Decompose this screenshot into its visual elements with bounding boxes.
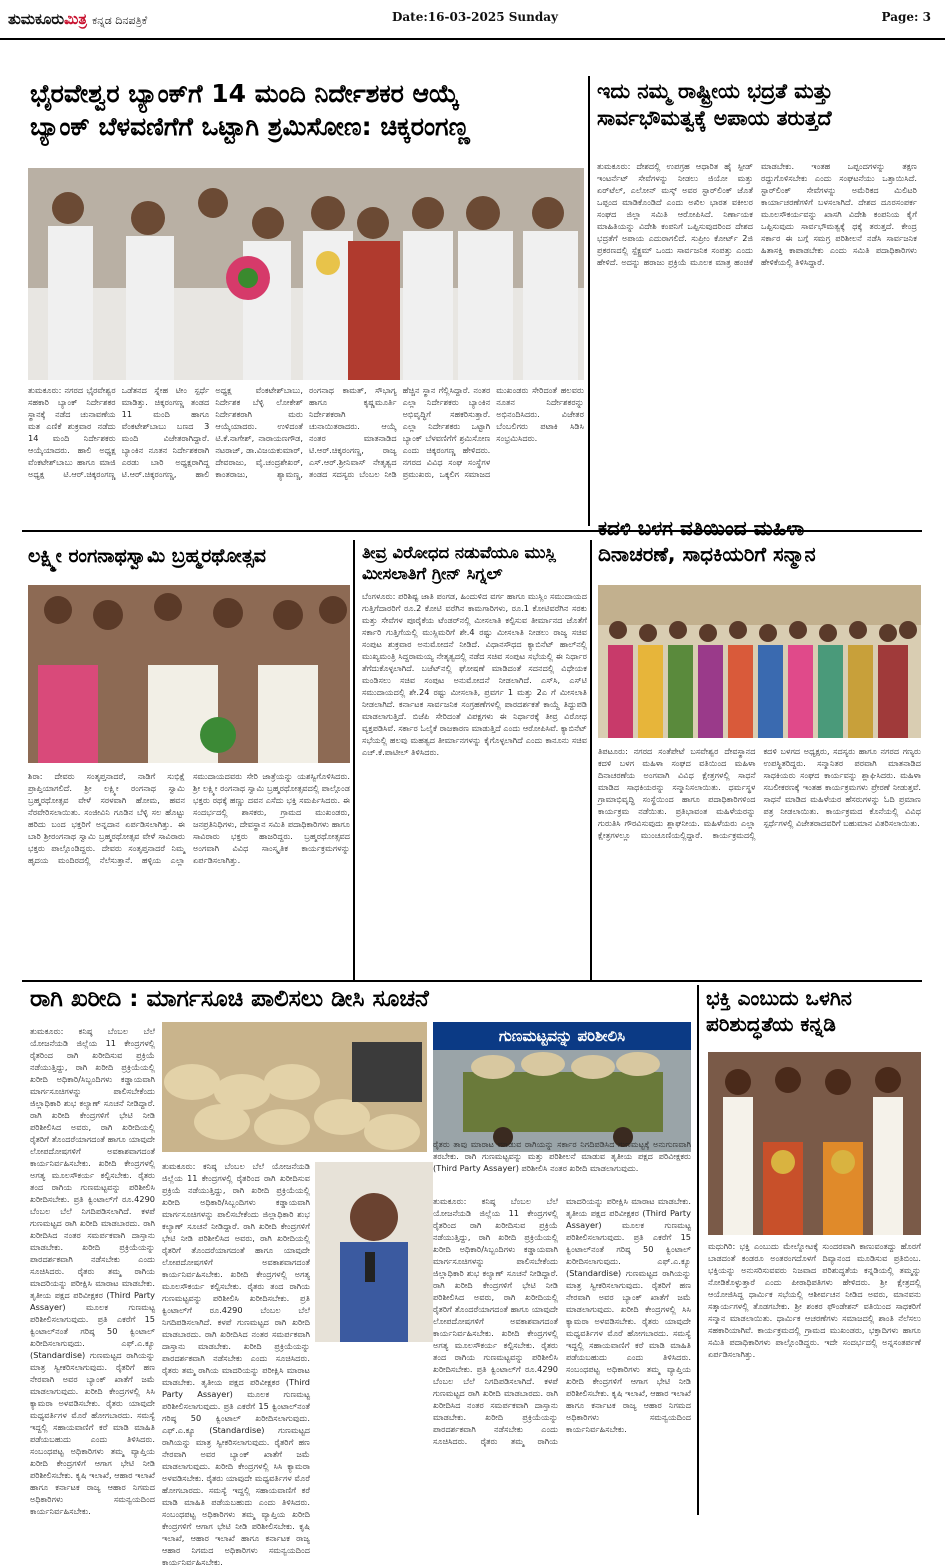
devotion-photo-graphic xyxy=(708,1052,921,1235)
bank-body: ತುಮಕೂರು: ನಗರದ ಭೈರವೇಶ್ವರ ಸಹಕಾರಿ ಬ್ಯಾಂಕ್ ನಿರ್ದೇಶಕರ ಸ್ಥಾನಕ್ಕೆ ನಡೆದ ಚುನಾವಣೆಯ ಮತ ಎಣಿಕೆ ಶುಕ್ರವಾರ ನಡೆದು 14 ಮಂದಿ ನಿರ್ದೇಶಕರು ಆಯ್ಕೆಯಾದರು. ಹಾಲಿ ಅಧ್ಯಕ್ಷ ವೆಂಕಟೇಶ್‌ಬಾಬು ಹಾಗೂ ಮಾಜಿ ಅಧ್ಯಕ್ಷ ಟಿ.ಆರ್.ಚಿಕ್ಕರಂಗಣ್ಣ ಒಡೆತನದ ಸ್ನೇಹ ಟೀಂ ಸ್ಪರ್ಧೆ ಮಾಡಿತ್ತು. ಚಿಕ್ಕರಂಗಣ್ಣ ತಂಡದ 11 ಮಂದಿ ಹಾಗೂ ವೆಂಕಟೇಶ್‌ಬಾಬು ಬಣದ 3 ಮಂದಿ ವಿಜೇತರಾಗಿದ್ದಾರೆ. ಬ್ಯಾಂಕಿನ ನೂತನ ನಿರ್ದೇಶಕರಾಗಿ ಎರಡು ಬಾರಿ ಅಧ್ಯಕ್ಷರಾಗಿದ್ದ ಟಿ.ಆರ್.ಚಿಕ್ಕರಂಗಣ್ಣ, ಹಾಲಿ ಅಧ್ಯಕ್ಷ ವೆಂಕಟೇಶ್‌ಬಾಬು, ನಿರ್ದೇಶಕ ಬೆಳ್ಳಿ ಲೋಕೇಶ್ ನಿರ್ದೇಶಕರಾಗಿ ಮರು ಆಯ್ಕೆಯಾದರು. ಉಳಿದಂತೆ ಟಿ.ಕೆ.ನಾಗೇಶ್, ನಾರಾಯಣಗೌಡ, ನಟರಾಜ್, ಡಾ.ವಿಜಯಕುಮಾರ್, ದೇವರಾಜು, ವೈ.ಚಂದ್ರಶೇಖರ್, ಕಾಂತರಾಜು, ಶ್ಯಾಮಣ್ಣ, ರಂಗನಾಥ ಕಾಮತ್, ಸೌಭಾಗ್ಯ ಹಾಗೂ ಕೃಷ್ಣಮೂರ್ತಿ ನಿರ್ದೇಶಕರಾಗಿ ಚುನಾಯಿತರಾದರು. ಆಯ್ಕೆ ನಂತರ ಮಾತನಾಡಿದ ಟಿ.ಆರ್.ಚಿಕ್ಕರಂಗಣ್ಣ, ರಾಜ್ಯ ಎಸ್.ಆರ್.ಶ್ರೀನಿವಾಸ್ ನೇತೃತ್ವದ ತಂಡದ ಸದಸ್ಯರು ಬೆಂಬಲ ನೀಡಿ ಹೆಚ್ಚಿನ ಸ್ಥಾನ ಗೆಲ್ಲಿಸಿದ್ದಾರೆ. ನಂತರ ಎಲ್ಲಾ ನಿರ್ದೇಶಕರು ಬ್ಯಾಂಕಿನ ಅಭಿವೃದ್ಧಿಗೆ ಸಹಕರಿಸುತ್ತಾರೆ. ಎಲ್ಲಾ ನಿರ್ದೇಶಕರು ಒಟ್ಟಾಗಿ ಬ್ಯಾಂಕ್ ಬೆಳವಣಿಗೆಗೆ ಶ್ರಮಿಸೋಣ ಎಂದು ಚಿಕ್ಕರಂಗಣ್ಣ ಹೇಳಿದರು. ನಗರದ ವಿವಿಧ ಸಂಘ ಸಂಸ್ಥೆಗಳ ಪ್ರಮುಖರು, ಒಕ್ಕಲಿಗ ಸಮಾಜದ ಮುಖಂಡರು ಸೇರಿದಂತೆ ಹಲವರು ನೂತನ ನಿರ್ದೇಶಕರನ್ನು ಅಭಿನಂದಿಸಿದರು. ವಿಜೇತರ ಬೆಂಬಲಿಗರು ಪಟಾಕಿ ಸಿಡಿಸಿ ಸಂಭ್ರಮಿಸಿದರು. xyxy=(28,385,584,479)
ragi-box-title: ಗುಣಮಟ್ಟವನ್ನು ಪರಿಶೀಲಿಸಿ xyxy=(433,1022,691,1050)
womens-day-photo xyxy=(598,585,921,738)
ragi-sacks-photo xyxy=(162,1022,427,1152)
security-body: ತುಮಕೂರು: ದೇಶದಲ್ಲಿ ಉಪಗ್ರಹ ಆಧಾರಿತ ಹೈ ಸ್ಪೀಡ್ ಇಂಟರ್ನೆಟ್ ಸೇವೆಗಳನ್ನು ನೀಡಲು ಜಿಯೋ ಮತ್ತು ಏರ್‌ಟೆಲ್, ಎಲೋನ್ ಮಸ್ಕ್ ಅವರ ಸ್ಟಾರ್‌ಲಿಂಕ್ ಜೊತೆ ಒಪ್ಪಂದ ಮಾಡಿಕೊಂಡಿದೆ ಎಂದು ಅಖಿಲ ಭಾರತ ವಕೀಲರ ಸಂಘದ ಜಿಲ್ಲಾ ಸಮಿತಿ ಆರೋಪಿಸಿದೆ. ನಿರ್ಣಾಯಕ ಮಾಹಿತಿಯನ್ನು ವಿದೇಶಿ ಕಂಪನಿಗೆ ಒಪ್ಪಿಸುವುದರಿಂದ ದೇಶದ ಭದ್ರತೆಗೆ ಅಪಾಯ ಎದುರಾಗಲಿದೆ. ಸುಪ್ರೀಂ ಕೋರ್ಟ್ 2ಜಿ ಪ್ರಕರಣದಲ್ಲಿ ಸ್ಪೆಕ್ಟ್ರಮ್ ಒಂದು ಸಾರ್ವಜನಿಕ ಸಂಪತ್ತು ಎಂದು ಹೇಳಿದೆ. ಅದನ್ನು ಹರಾಜು ಪ್ರಕ್ರಿಯೆ ಮೂಲಕ ಮಾತ್ರ ಹಂಚಿಕೆ ಮಾಡಬೇಕು. ಇಂತಹ ಒಪ್ಪಂದಗಳನ್ನು ತಕ್ಷಣ ರದ್ದುಗೊಳಿಸಬೇಕು ಎಂದು ಸಂಘಟನೆಯು ಒತ್ತಾಯಿಸಿದೆ. ಸ್ಟಾರ್‌ಲಿಂಕ್ ಸೇವೆಗಳನ್ನು ಅಮೆರಿಕದ ಮಿಲಿಟರಿ ಕಾರ್ಯಾಚರಣೆಗಳಿಗೆ ಬಳಸಲಾಗಿದೆ. ದೇಶದ ದೂರಸಂಪರ್ಕ ಮೂಲಸೌಕರ್ಯವನ್ನು ಖಾಸಗಿ ವಿದೇಶಿ ಕಂಪನಿಯ ಕೈಗೆ ಒಪ್ಪಿಸುವುದು ಸಾರ್ವಭೌಮತ್ವಕ್ಕೆ ಧಕ್ಕೆ ತರುತ್ತದೆ. ಕೇಂದ್ರ ಸರ್ಕಾರ ಈ ಬಗ್ಗೆ ಸಮಗ್ರ ಪರಿಶೀಲನೆ ನಡೆಸಿ ಸಾರ್ವಜನಿಕ ಹಿತಾಸಕ್ತಿ ಕಾಪಾಡಬೇಕು ಎಂದು ಸಮಿತಿ ಪದಾಧಿಕಾರಿಗಳು ಹೇಳಿಕೆಯಲ್ಲಿ ತಿಳಿಸಿದ್ದಾರೆ. xyxy=(597,161,917,267)
bank-headline xyxy=(30,78,585,143)
ragi-body: ತುಮಕೂರು: ಕನಿಷ್ಠ ಬೆಂಬಲ ಬೆಲೆ ಯೋಜನೆಯಡಿ ಜಿಲ್ಲೆಯ 11 ಕೇಂದ್ರಗಳಲ್ಲಿ ರೈತರಿಂದ ರಾಗಿ ಖರೀದಿಸುವ ಪ್ರಕ್ರಿಯೆ ನಡೆಯುತ್ತಿದ್ದು, ರಾಗಿ ಖರೀದಿ ಪ್ರಕ್ರಿಯೆಯಲ್ಲಿ ಖರೀದಿ ಅಧಿಕಾರಿ/ಸಿಬ್ಬಂದಿಗಳು ಕಡ್ಡಾಯವಾಗಿ ಮಾರ್ಗಸೂಚಿಗಳನ್ನು ಪಾಲಿಸಬೇಕೆಂದು ಜಿಲ್ಲಾಧಿಕಾರಿ ಶುಭ ಕಲ್ಯಾಣ್ ಸೂಚನೆ ನೀಡಿದ್ದಾರೆ. ರಾಗಿ ಖರೀದಿ ಕೇಂದ್ರಗಳಿಗೆ ಭೇಟಿ ನೀಡಿ ಪರಿಶೀಲಿಸಿದ ಅವರು, ರಾಗಿ ಖರೀದಿಯಲ್ಲಿ ರೈತರಿಗೆ ತೊಂದರೆಯಾಗದಂತೆ ಹಾಗೂ ಯಾವುದೇ ಲೋಪದೋಷಗಳಿಗೆ ಅವಕಾಶವಾಗದಂತೆ ಕಾರ್ಯನಿರ್ವಹಿಸಬೇಕು. ಖರೀದಿ ಕೇಂದ್ರಗಳಲ್ಲಿ ಅಗತ್ಯ ಮೂಲಸೌಕರ್ಯ ಕಲ್ಪಿಸಬೇಕು. ರೈತರು ತಂದ ರಾಗಿಯ ಗುಣಮಟ್ಟವನ್ನು ಪರಿಶೀಲಿಸಿ ಖರೀದಿಸಬೇಕು. ಪ್ರತಿ ಕ್ವಿಂಟಾಲ್‌ಗೆ ರೂ.4290 ಬೆಂಬಲ ಬೆಲೆ ನಿಗದಿಪಡಿಸಲಾಗಿದೆ. ಕಳಪೆ ಗುಣಮಟ್ಟದ ರಾಗಿ ಖರೀದಿ ಮಾಡಬಾರದು. ರಾಗಿ ಖರೀದಿಸಿದ ನಂತರ ಸಮರ್ಪಕವಾಗಿ ದಾಸ್ತಾನು ಮಾಡಬೇಕು. ಖರೀದಿ ಪ್ರಕ್ರಿಯೆಯನ್ನು ಪಾರದರ್ಶಕವಾಗಿ ನಡೆಸಬೇಕು ಎಂದು ಸೂಚಿಸಿದರು. ರೈತರು ತಮ್ಮ ರಾಗಿಯ ಮಾದರಿಯನ್ನು ಪರೀಕ್ಷಿಸಿ ಮಾರಾಟ ಮಾಡಬೇಕು. ತೃತೀಯ ಪಕ್ಷದ ಪರಿವೀಕ್ಷಕರ (Third Party Assayer) ಮೂಲಕ ಗುಣಮಟ್ಟ ಪರಿಶೀಲಿಸಲಾಗುವುದು. ಪ್ರತಿ ಎಕರೆಗೆ 15 ಕ್ವಿಂಟಾಲ್‌ನಂತೆ ಗರಿಷ್ಠ 50 ಕ್ವಿಂಟಾಲ್ ಖರೀದಿಸಲಾಗುವುದು. ಎಫ್.ಎ.ಕ್ಯೂ (Standardise) ಗುಣಮಟ್ಟದ ರಾಗಿಯನ್ನು ಮಾತ್ರ ಸ್ವೀಕರಿಸಲಾಗುವುದು. ರೈತರಿಗೆ ಹಣ ನೇರವಾಗಿ ಅವರ ಬ್ಯಾಂಕ್ ಖಾತೆಗೆ ಜಮೆ ಮಾಡಲಾಗುವುದು. ಖರೀದಿ ಕೇಂದ್ರಗಳಲ್ಲಿ ಸಿಸಿ ಕ್ಯಾಮರಾ ಅಳವಡಿಸಬೇಕು. ರೈತರು ಯಾವುದೇ ಮಧ್ಯವರ್ತಿಗಳ ಮೊರೆ ಹೋಗಬಾರದು. ಸಮಸ್ಯೆ ಇದ್ದಲ್ಲಿ ಸಹಾಯವಾಣಿಗೆ ಕರೆ ಮಾಡಿ ಮಾಹಿತಿ ಪಡೆಯಬಹುದು ಎಂದು ತಿಳಿಸಿದರು. ಸಂಬಂಧಪಟ್ಟ ಅಧಿಕಾರಿಗಳು ತಮ್ಮ ವ್ಯಾಪ್ತಿಯ ಖರೀದಿ ಕೇಂದ್ರಗಳಿಗೆ ಆಗಾಗ ಭೇಟಿ ನೀಡಿ ಪರಿಶೀಲಿಸಬೇಕು. ಕೃಷಿ ಇಲಾಖೆ, ಆಹಾರ ಇಲಾಖೆ ಹಾಗೂ ಕರ್ನಾಟಕ ರಾಜ್ಯ ಆಹಾರ ನಿಗಮದ ಅಧಿಕಾರಿಗಳು ಸಮನ್ವಯದಿಂದ ಕಾರ್ಯನಿರ್ವಹಿಸಬೇಕು. xyxy=(30,1026,155,1516)
womens-day-photo-graphic xyxy=(598,585,921,738)
newspaper-tagline: ಕನ್ನಡ ದಿನಪತ್ರಿಕೆ xyxy=(92,14,148,27)
green-signal-body: ಬೆಂಗಳೂರು: ಪರಿಶಿಷ್ಟ ಜಾತಿ ಪಂಗಡ, ಹಿಂದುಳಿದ ವರ್ಗ ಹಾಗೂ ಮುಸ್ಲಿಂ ಸಮುದಾಯದ ಗುತ್ತಿಗೆದಾರರಿಗೆ ರೂ.2 ಕೋಟಿ ವರೆಗಿನ ಕಾಮಗಾರಿಗಳು, ರೂ.1 ಕೋಟಿವರೆಗಿನ ಸರಕು ಮತ್ತು ಸೇವೆಗಳ ಪೂರೈಕೆಯ ಟೆಂಡರ್‌ನಲ್ಲಿ ಮೀಸಲಾತಿ ಕಲ್ಪಿಸುವ ತೀರ್ಮಾನದ ಜೊತೆಗೆ ಸರ್ಕಾರಿ ಗುತ್ತಿಗೆಯಲ್ಲಿ ಮುಸ್ಲಿಮರಿಗೆ ಶೇ.4 ರಷ್ಟು ಮೀಸಲಾತಿ ನೀಡಲು ರಾಜ್ಯ ಸಚಿವ ಸಂಪುಟ ಶುಕ್ರವಾರ ಅನುಮೋದನೆ ನೀಡಿದೆ. ವಿಧಾನಸೌಧದ ಕ್ಯಾಬಿನೆಟ್ ಹಾಲ್‌ನಲ್ಲಿ ಮುಖ್ಯಮಂತ್ರಿ ಸಿದ್ದರಾಮಯ್ಯ ನೇತೃತ್ವದಲ್ಲಿ ನಡೆದ ಸಚಿವ ಸಂಪುಟ ಸಭೆಯಲ್ಲಿ ಈ ನಿರ್ಧಾರ ತೆಗೆದುಕೊಳ್ಳಲಾಗಿದೆ. ಬಜೆಟ್‌ನಲ್ಲಿ ಘೋಷಣೆ ಮಾಡಿದಂತೆ ಸದನದಲ್ಲಿ ವಿಧೇಯಕ ಮಂಡಿಸಲು ಸಚಿವ ಸಂಪುಟ ಅನುಮೋದನೆ ನೀಡಲಾಗಿದೆ. ಎಸ್‌ಸಿ, ಎಸ್‌ಟಿ ಸಮುದಾಯದಲ್ಲಿ ಶೇ.24 ರಷ್ಟು ಮೀಸಲಾತಿ, ಪ್ರವರ್ಗ 1 ಮತ್ತು 2ಎ ಗೆ ಮೀಸಲಾತಿ ನೀಡಲಾಗಿದೆ. ಕರ್ನಾಟಕ ಸಾರ್ವಜನಿಕ ಸಂಗ್ರಹಣೆಗಳಲ್ಲಿ ಪಾರದರ್ಶಕತೆ ಕಾಯ್ದೆ ತಿದ್ದುಪಡಿ ಮಾಡಲಾಗುತ್ತಿದೆ. ಬಿಜೆಪಿ ಸೇರಿದಂತೆ ವಿಪಕ್ಷಗಳು ಈ ನಿರ್ಧಾರಕ್ಕೆ ತೀವ್ರ ವಿರೋಧ ವ್ಯಕ್ತಪಡಿಸಿವೆ. ಸರ್ಕಾರ ಓಲೈಕೆ ರಾಜಕಾರಣ ಮಾಡುತ್ತಿದೆ ಎಂದು ಆರೋಪಿಸಿವೆ. ಕ್ಯಾಬಿನೆಟ್ ಸಭೆಯಲ್ಲಿ ಹಲವು ಮಹತ್ವದ ತೀರ್ಮಾನಗಳನ್ನು ಕೈಗೊಳ್ಳಲಾಗಿದೆ ಎಂದು ಕಾನೂನು ಸಚಿವ ಎಚ್.ಕೆ.ಪಾಟೀಲ್ ತಿಳಿಸಿದರು. xyxy=(362,591,587,757)
womens-day-body: ತಿಪಟೂರು: ನಗರದ ಸಂತೆಪೇಟೆ ಬಸವೇಶ್ವರ ದೇವಸ್ಥಾನದ ಕದಳಿ ಬಳಗ ಮಹಿಳಾ ಸಂಘದ ವತಿಯಿಂದ ಮಹಿಳಾ ದಿನಾಚರಣೆಯ ಅಂಗವಾಗಿ ವಿವಿಧ ಕ್ಷೇತ್ರಗಳಲ್ಲಿ ಸಾಧನೆ ಮಾಡಿದ ಸಾಧಕಿಯರನ್ನು ಸನ್ಮಾನಿಸಲಾಯಿತು. ಧರ್ಮಸ್ಥಳ ಗ್ರಾಮಾಭಿವೃದ್ಧಿ ಸಂಸ್ಥೆಯಿಂದ ಹಾಗೂ ಪದಾಧಿಕಾರಿಗಳಿಂದ ಕಾರ್ಯಕ್ರಮ ನಡೆಯಿತು. ಪ್ರತಿಭಾವಂತ ಮಹಿಳೆಯರನ್ನು ಗುರುತಿಸಿ ಗೌರವಿಸುವುದು ಶ್ಲಾಘನೀಯ. ಮಹಿಳೆಯರು ಎಲ್ಲಾ ಕ್ಷೇತ್ರಗಳಲ್ಲೂ ಮುಂಚೂಣಿಯಲ್ಲಿದ್ದಾರೆ. ಕಾರ್ಯಕ್ರಮದಲ್ಲಿ ಕದಳಿ ಬಳಗದ ಅಧ್ಯಕ್ಷರು, ಸದಸ್ಯರು ಹಾಗೂ ನಗರದ ಗಣ್ಯರು ಉಪಸ್ಥಿತರಿದ್ದರು. ಸನ್ಮಾನಿತರ ಪರವಾಗಿ ಮಾತನಾಡಿದ ಸಾಧಕಿಯರು ಸಂಘದ ಕಾರ್ಯವನ್ನು ಶ್ಲಾಘಿಸಿದರು. ಮಹಿಳಾ ಸಬಲೀಕರಣಕ್ಕೆ ಇಂತಹ ಕಾರ್ಯಕ್ರಮಗಳು ಪ್ರೇರಣೆ ನೀಡುತ್ತವೆ. ಸಾಧನೆ ಮಾಡಿದ ಮಹಿಳೆಯರ ಹೆಸರುಗಳನ್ನು ಓದಿ ಪ್ರಮಾಣ ಪತ್ರ ನೀಡಲಾಯಿತು. ಕಾರ್ಯಕ್ರಮದ ಕೊನೆಯಲ್ಲಿ ವಿವಿಧ ಸ್ಪರ್ಧೆಗಳಲ್ಲಿ ವಿಜೇತರಾದವರಿಗೆ ಬಹುಮಾನ ವಿತರಿಸಲಾಯಿತು. xyxy=(598,746,921,840)
womens-day-headline-line1: ಕದಳಿ ಬಳಗ ವತಿಯಿಂದ ಮಹಿಳಾ xyxy=(598,516,805,540)
ragi-headline: ರಾಗಿ ಖರೀದಿ : ಮಾರ್ಗಸೂಚಿ ಪಾಲಿಸಲು ಡೀಸಿ ಸೂಚನೆ xyxy=(30,986,429,1012)
ragi-sacks-photo-graphic xyxy=(162,1022,427,1152)
bank-photo xyxy=(28,168,584,380)
devotion-headline-line2: ಪರಿಶುದ್ಧತೆಯ ಕನ್ನಡಿ xyxy=(706,1012,836,1036)
newspaper-name xyxy=(8,10,147,28)
page-number: Page: 3 xyxy=(881,10,931,24)
security-headline-line2: ಸಾರ್ವಭೌಮತ್ವಕ್ಕೆ ಅಪಾಯ ತರುತ್ತದೆ xyxy=(597,105,832,130)
devotion-headline xyxy=(706,985,924,1037)
section-divider xyxy=(22,980,922,982)
ragi-body-more: ತುಮಕೂರು: ಕನಿಷ್ಠ ಬೆಂಬಲ ಬೆಲೆ ಯೋಜನೆಯಡಿ ಜಿಲ್ಲೆಯ 11 ಕೇಂದ್ರಗಳಲ್ಲಿ ರೈತರಿಂದ ರಾಗಿ ಖರೀದಿಸುವ ಪ್ರಕ್ರಿಯೆ ನಡೆಯುತ್ತಿದ್ದು, ರಾಗಿ ಖರೀದಿ ಪ್ರಕ್ರಿಯೆಯಲ್ಲಿ ಖರೀದಿ ಅಧಿಕಾರಿ/ಸಿಬ್ಬಂದಿಗಳು ಕಡ್ಡಾಯವಾಗಿ ಮಾರ್ಗಸೂಚಿಗಳನ್ನು ಪಾಲಿಸಬೇಕೆಂದು ಜಿಲ್ಲಾಧಿಕಾರಿ ಶುಭ ಕಲ್ಯಾಣ್ ಸೂಚನೆ ನೀಡಿದ್ದಾರೆ. ರಾಗಿ ಖರೀದಿ ಕೇಂದ್ರಗಳಿಗೆ ಭೇಟಿ ನೀಡಿ ಪರಿಶೀಲಿಸಿದ ಅವರು, ರಾಗಿ ಖರೀದಿಯಲ್ಲಿ ರೈತರಿಗೆ ತೊಂದರೆಯಾಗದಂತೆ ಹಾಗೂ ಯಾವುದೇ ಲೋಪದೋಷಗಳಿಗೆ ಅವಕಾಶವಾಗದಂತೆ ಕಾರ್ಯನಿರ್ವಹಿಸಬೇಕು. ಖರೀದಿ ಕೇಂದ್ರಗಳಲ್ಲಿ ಅಗತ್ಯ ಮೂಲಸೌಕರ್ಯ ಕಲ್ಪಿಸಬೇಕು. ರೈತರು ತಂದ ರಾಗಿಯ ಗುಣಮಟ್ಟವನ್ನು ಪರಿಶೀಲಿಸಿ ಖರೀದಿಸಬೇಕು. ಪ್ರತಿ ಕ್ವಿಂಟಾಲ್‌ಗೆ ರೂ.4290 ಬೆಂಬಲ ಬೆಲೆ ನಿಗದಿಪಡಿಸಲಾಗಿದೆ. ಕಳಪೆ ಗುಣಮಟ್ಟದ ರಾಗಿ ಖರೀದಿ ಮಾಡಬಾರದು. ರಾಗಿ ಖರೀದಿಸಿದ ನಂತರ ಸಮರ್ಪಕವಾಗಿ ದಾಸ್ತಾನು ಮಾಡಬೇಕು. ಖರೀದಿ ಪ್ರಕ್ರಿಯೆಯನ್ನು ಪಾರದರ್ಶಕವಾಗಿ ನಡೆಸಬೇಕು ಎಂದು ಸೂಚಿಸಿದರು. ರೈತರು ತಮ್ಮ ರಾಗಿಯ ಮಾದರಿಯನ್ನು ಪರೀಕ್ಷಿಸಿ ಮಾರಾಟ ಮಾಡಬೇಕು. ತೃತೀಯ ಪಕ್ಷದ ಪರಿವೀಕ್ಷಕರ (Third Party Assayer) ಮೂಲಕ ಗುಣಮಟ್ಟ ಪರಿಶೀಲಿಸಲಾಗುವುದು. ಪ್ರತಿ ಎಕರೆಗೆ 15 ಕ್ವಿಂಟಾಲ್‌ನಂತೆ ಗರಿಷ್ಠ 50 ಕ್ವಿಂಟಾಲ್ ಖರೀದಿಸಲಾಗುವುದು. ಎಫ್.ಎ.ಕ್ಯೂ (Standardise) ಗುಣಮಟ್ಟದ ರಾಗಿಯನ್ನು ಮಾತ್ರ ಸ್ವೀಕರಿಸಲಾಗುವುದು. ರೈತರಿಗೆ ಹಣ ನೇರವಾಗಿ ಅವರ ಬ್ಯಾಂಕ್ ಖಾತೆಗೆ ಜಮೆ ಮಾಡಲಾಗುವುದು. ಖರೀದಿ ಕೇಂದ್ರಗಳಲ್ಲಿ ಸಿಸಿ ಕ್ಯಾಮರಾ ಅಳವಡಿಸಬೇಕು. ರೈತರು ಯಾವುದೇ ಮಧ್ಯವರ್ತಿಗಳ ಮೊರೆ ಹೋಗಬಾರದು. ಸಮಸ್ಯೆ ಇದ್ದಲ್ಲಿ ಸಹಾಯವಾಣಿಗೆ ಕರೆ ಮಾಡಿ ಮಾಹಿತಿ ಪಡೆಯಬಹುದು ಎಂದು ತಿಳಿಸಿದರು. ಸಂಬಂಧಪಟ್ಟ ಅಧಿಕಾರಿಗಳು ತಮ್ಮ ವ್ಯಾಪ್ತಿಯ ಖರೀದಿ ಕೇಂದ್ರಗಳಿಗೆ ಆಗಾಗ ಭೇಟಿ ನೀಡಿ ಪರಿಶೀಲಿಸಬೇಕು. ಕೃಷಿ ಇಲಾಖೆ, ಆಹಾರ ಇಲಾಖೆ ಹಾಗೂ ಕರ್ನಾಟಕ ರಾಜ್ಯ ಆಹಾರ ನಿಗಮದ ಅಧಿಕಾರಿಗಳು ಸಮನ್ವಯದಿಂದ ಕಾರ್ಯನಿರ್ವಹಿಸಬೇಕು. xyxy=(433,1196,691,1446)
newspaper-name-part2: ಮಿತ್ರ xyxy=(64,10,87,28)
security-headline xyxy=(597,78,927,131)
bank-headline-line2: ಬ್ಯಾಂಕ್ ಬೆಳವಣಿಗೆಗೆ ಒಟ್ಟಾಗಿ ಶ್ರಮಿಸೋಣ: ಚಿಕ್ಕರಂಗಣ್ಣ xyxy=(30,111,470,141)
ragi-box-title-bar xyxy=(433,1022,691,1050)
green-signal-headline-line1: ತೀವ್ರ ವಿರೋಧದ ನಡುವೆಯೂ ಮುಸ್ಲಿ xyxy=(362,543,557,562)
ragi-dc-photo-graphic xyxy=(315,1162,433,1342)
column-divider xyxy=(590,540,592,980)
festival-photo xyxy=(28,585,350,763)
ragi-body-continued: ತುಮಕೂರು: ಕನಿಷ್ಠ ಬೆಂಬಲ ಬೆಲೆ ಯೋಜನೆಯಡಿ ಜಿಲ್ಲೆಯ 11 ಕೇಂದ್ರಗಳಲ್ಲಿ ರೈತರಿಂದ ರಾಗಿ ಖರೀದಿಸುವ ಪ್ರಕ್ರಿಯೆ ನಡೆಯುತ್ತಿದ್ದು, ರಾಗಿ ಖರೀದಿ ಪ್ರಕ್ರಿಯೆಯಲ್ಲಿ ಖರೀದಿ ಅಧಿಕಾರಿ/ಸಿಬ್ಬಂದಿಗಳು ಕಡ್ಡಾಯವಾಗಿ ಮಾರ್ಗಸೂಚಿಗಳನ್ನು ಪಾಲಿಸಬೇಕೆಂದು ಜಿಲ್ಲಾಧಿಕಾರಿ ಶುಭ ಕಲ್ಯಾಣ್ ಸೂಚನೆ ನೀಡಿದ್ದಾರೆ. ರಾಗಿ ಖರೀದಿ ಕೇಂದ್ರಗಳಿಗೆ ಭೇಟಿ ನೀಡಿ ಪರಿಶೀಲಿಸಿದ ಅವರು, ರಾಗಿ ಖರೀದಿಯಲ್ಲಿ ರೈತರಿಗೆ ತೊಂದರೆಯಾಗದಂತೆ ಹಾಗೂ ಯಾವುದೇ ಲೋಪದೋಷಗಳಿಗೆ ಅವಕಾಶವಾಗದಂತೆ ಕಾರ್ಯನಿರ್ವಹಿಸಬೇಕು. ಖರೀದಿ ಕೇಂದ್ರಗಳಲ್ಲಿ ಅಗತ್ಯ ಮೂಲಸೌಕರ್ಯ ಕಲ್ಪಿಸಬೇಕು. ರೈತರು ತಂದ ರಾಗಿಯ ಗುಣಮಟ್ಟವನ್ನು ಪರಿಶೀಲಿಸಿ ಖರೀದಿಸಬೇಕು. ಪ್ರತಿ ಕ್ವಿಂಟಾಲ್‌ಗೆ ರೂ.4290 ಬೆಂಬಲ ಬೆಲೆ ನಿಗದಿಪಡಿಸಲಾಗಿದೆ. ಕಳಪೆ ಗುಣಮಟ್ಟದ ರಾಗಿ ಖರೀದಿ ಮಾಡಬಾರದು. ರಾಗಿ ಖರೀದಿಸಿದ ನಂತರ ಸಮರ್ಪಕವಾಗಿ ದಾಸ್ತಾನು ಮಾಡಬೇಕು. ಖರೀದಿ ಪ್ರಕ್ರಿಯೆಯನ್ನು ಪಾರದರ್ಶಕವಾಗಿ ನಡೆಸಬೇಕು ಎಂದು ಸೂಚಿಸಿದರು. ರೈತರು ತಮ್ಮ ರಾಗಿಯ ಮಾದರಿಯನ್ನು ಪರೀಕ್ಷಿಸಿ ಮಾರಾಟ ಮಾಡಬೇಕು. ತೃತೀಯ ಪಕ್ಷದ ಪರಿವೀಕ್ಷಕರ (Third Party Assayer) ಮೂಲಕ ಗುಣಮಟ್ಟ ಪರಿಶೀಲಿಸಲಾಗುವುದು. ಪ್ರತಿ ಎಕರೆಗೆ 15 ಕ್ವಿಂಟಾಲ್‌ನಂತೆ ಗರಿಷ್ಠ 50 ಕ್ವಿಂಟಾಲ್ ಖರೀದಿಸಲಾಗುವುದು. ಎಫ್.ಎ.ಕ್ಯೂ (Standardise) ಗುಣಮಟ್ಟದ ರಾಗಿಯನ್ನು ಮಾತ್ರ ಸ್ವೀಕರಿಸಲಾಗುವುದು. ರೈತರಿಗೆ ಹಣ ನೇರವಾಗಿ ಅವರ ಬ್ಯಾಂಕ್ ಖಾತೆಗೆ ಜಮೆ ಮಾಡಲಾಗುವುದು. ಖರೀದಿ ಕೇಂದ್ರಗಳಲ್ಲಿ ಸಿಸಿ ಕ್ಯಾಮರಾ ಅಳವಡಿಸಬೇಕು. ರೈತರು ಯಾವುದೇ ಮಧ್ಯವರ್ತಿಗಳ ಮೊರೆ ಹೋಗಬಾರದು. ಸಮಸ್ಯೆ ಇದ್ದಲ್ಲಿ ಸಹಾಯವಾಣಿಗೆ ಕರೆ ಮಾಡಿ ಮಾಹಿತಿ ಪಡೆಯಬಹುದು ಎಂದು ತಿಳಿಸಿದರು. ಸಂಬಂಧಪಟ್ಟ ಅಧಿಕಾರಿಗಳು ತಮ್ಮ ವ್ಯಾಪ್ತಿಯ ಖರೀದಿ ಕೇಂದ್ರಗಳಿಗೆ ಆಗಾಗ ಭೇಟಿ ನೀಡಿ ಪರಿಶೀಲಿಸಬೇಕು. ಕೃಷಿ ಇಲಾಖೆ, ಆಹಾರ ಇಲಾಖೆ ಹಾಗೂ ಕರ್ನಾಟಕ ರಾಜ್ಯ ಆಹಾರ ನಿಗಮದ ಅಧಿಕಾರಿಗಳು ಸಮನ್ವಯದಿಂದ ಕಾರ್ಯನಿರ್ವಹಿಸಬೇಕು. xyxy=(162,1161,310,1567)
festival-body: ಶಿರಾ: ದೇವರು ಸಂತೃಪ್ತನಾದರೆ, ನಾಡಿಗೆ ಸುಭಿಕ್ಷೆ ಪ್ರಾಪ್ತಿಯಾಗಲಿದೆ. ಶ್ರೀ ಲಕ್ಷ್ಮೀ ರಂಗನಾಥ ಸ್ವಾಮಿ ಬ್ರಹ್ಮರಥೋತ್ಸವ ವೇಳೆ ಸರಳವಾಗಿ ಹೋಮ, ಹವನ ನೆರವೇರಿಸಲಾಯಿತು. ಸಂಜೀವಿನಿ ಗೂಡಿನ ಬೆಳ್ಳಿ ಸಲ ಹೊಟ್ಟು ಹರಿದು ಬಂದ ಭಕ್ತರಿಗೆ ಅನ್ನದಾನ ಏರ್ಪಡಿಸಲಾಗಿತ್ತು. ಈ ಬಾರಿ ಶ್ರೀರಂಗನಾಥ ಸ್ವಾಮಿ ಬ್ರಹ್ಮರಥೋತ್ಸವ ವೇಳೆ ಸಾವಿರಾರು ಭಕ್ತರು ಪಾಲ್ಗೊಂಡಿದ್ದರು. ದೇವರು ಸಂತೃಪ್ತನಾದರೆ ನಿಮ್ಮ ಹೃದಯ ಮಂದಿರದಲ್ಲಿ ನೆಲೆಸುತ್ತಾನೆ. ಹಳ್ಳಿಯ ಎಲ್ಲಾ ಸಮುದಾಯದವರು ಸೇರಿ ಜಾತ್ರೆಯನ್ನು ಯಶಸ್ವಿಗೊಳಿಸಿದರು. ಶ್ರೀ ಲಕ್ಷ್ಮೀ ರಂಗನಾಥ ಸ್ವಾಮಿ ಬ್ರಹ್ಮರಥೋತ್ಸವದಲ್ಲಿ ಪಾಲ್ಗೊಂಡ ಭಕ್ತರು ರಥಕ್ಕೆ ಹಣ್ಣು ದವನ ಎಸೆದು ಭಕ್ತಿ ಸಮರ್ಪಿಸಿದರು. ಈ ಸಂದರ್ಭದಲ್ಲಿ ಶಾಸಕರು, ಗ್ರಾಮದ ಮುಖಂಡರು, ಜನಪ್ರತಿನಿಧಿಗಳು, ದೇವಸ್ಥಾನ ಸಮಿತಿ ಪದಾಧಿಕಾರಿಗಳು ಹಾಗೂ ಸಾವಿರಾರು ಭಕ್ತರು ಹಾಜರಿದ್ದರು. ಬ್ರಹ್ಮರಥೋತ್ಸವದ ಅಂಗವಾಗಿ ವಿವಿಧ ಸಾಂಸ್ಕೃತಿಕ ಕಾರ್ಯಕ್ರಮಗಳನ್ನು ಏರ್ಪಡಿಸಲಾಗಿತ್ತು. xyxy=(28,771,350,865)
green-signal-headline-line2: ಮೀಸಲಾತಿಗೆ ಗ್ರೀನ್ ಸಿಗ್ನಲ್ xyxy=(362,564,503,584)
ragi-dc-photo xyxy=(315,1162,433,1342)
festival-photo-graphic xyxy=(28,585,350,763)
security-headline-line1: ಇದು ನಮ್ಮ ರಾಷ್ಟ್ರೀಯ ಭದ್ರತೆ ಮತ್ತು xyxy=(597,79,833,103)
green-signal-headline xyxy=(362,542,587,585)
column-divider xyxy=(353,540,355,980)
column-divider xyxy=(588,76,590,526)
bank-photo-graphic xyxy=(28,168,584,380)
ragi-box-body: ರೈತರು ತಾವು ಮಾರಾಟ ಮಾಡುವ ರಾಗಿಯನ್ನು ಸರ್ಕಾರ ನಿಗದಿಪಡಿಸಿದ ಗುಣಮಟ್ಟಕ್ಕೆ ಅನುಗುಣವಾಗಿ ತರಬೇಕು. ರಾಗಿ ಗುಣಮಟ್ಟವನ್ನು ಮತ್ತು ಪರಿಶೀಲನೆ ಮಾಡುವ ತೃತೀಯ ಪಕ್ಷದ ಪರಿವೀಕ್ಷಕರು (Third Party Assayer) ಪರಿಶೀಲಿಸಿ ನಂತರ ಖರೀದಿ ಮಾಡಲಾಗುವುದು. xyxy=(433,1139,691,1173)
devotion-body: ಮಧುಗಿರಿ: ಭಕ್ತಿ ಎಂಬುದು ಮೇಲ್ನೋಟಕ್ಕೆ ಸುಂದರವಾಗಿ ಕಾಣುವಂತದ್ದು ಹೊರಗೆ ಬಾಡದಂತೆ ಕಂಡರೂ ಅಂತರಂಗದೊಳಗೆ ದಿವ್ಯಾನಂದ ಮೂಡಿಸುವ ಪ್ರತಿಬಿಂಬ. ಭಕ್ತಿಯನ್ನು ಅನುಸರಿಸುವವರು ನಿಜವಾದ ಪರಿಶುದ್ಧತೆಯ ಕನ್ನಡಿಯಲ್ಲಿ ತಮ್ಮನ್ನು ನೋಡಿಕೊಳ್ಳುತ್ತಾರೆ ಎಂದು ಪೀಠಾಧಿಪತಿಗಳು ಹೇಳಿದರು. ಶ್ರೀ ಕ್ಷೇತ್ರದಲ್ಲಿ ಆಯೋಜಿಸಿದ್ದ ಧಾರ್ಮಿಕ ಸಭೆಯಲ್ಲಿ ಆಶೀರ್ವಚನ ನೀಡಿದ ಅವರು, ಮಾನವನು ಸತ್ಕಾರ್ಯಗಳಲ್ಲಿ ತೊಡಗಬೇಕು. ಶ್ರೀ ಶಂಕರ ಫೌಂಡೇಶನ್ ವತಿಯಿಂದ ಸಾಧಕರಿಗೆ ಸನ್ಮಾನ ಮಾಡಲಾಯಿತು. ಧಾರ್ಮಿಕ ಆಚರಣೆಗಳು ಸಮಾಜದಲ್ಲಿ ಶಾಂತಿ ನೆಲೆಸಲು ಸಹಕಾರಿಯಾಗಿವೆ. ಕಾರ್ಯಕ್ರಮದಲ್ಲಿ ಗ್ರಾಮದ ಮುಖಂಡರು, ಭಕ್ತಾದಿಗಳು ಹಾಗೂ ಸಮಿತಿ ಪದಾಧಿಕಾರಿಗಳು ಪಾಲ್ಗೊಂಡಿದ್ದರು. ಇದೇ ಸಂದರ್ಭದಲ್ಲಿ ಅನ್ನಸಂತರ್ಪಣೆ ಏರ್ಪಡಿಸಲಾಗಿತ್ತು. xyxy=(708,1241,921,1359)
bank-headline-line1: ಭೈರವೇಶ್ವರ ಬ್ಯಾಂಕ್‌ಗೆ 14 ಮಂದಿ ನಿರ್ದೇಶಕರ ಆಯ್ಕೆ xyxy=(30,79,460,108)
devotion-photo xyxy=(708,1052,921,1235)
womens-day-headline xyxy=(598,515,923,567)
festival-headline: ಲಕ್ಷ್ಮೀ ರಂಗನಾಥಸ್ವಾಮಿ ಬ್ರಹ್ಮರಥೋತ್ಸವ xyxy=(28,545,267,567)
womens-day-headline-line2: ದಿನಾಚರಣೆ, ಸಾಧಕಿಯರಿಗೆ ಸನ್ಮಾನ xyxy=(598,542,816,566)
newspaper-name-part1: ತುಮಕೂರು xyxy=(8,10,65,28)
masthead xyxy=(0,0,945,40)
devotion-headline-line1: ಭಕ್ತಿ ಎಂಬುದು ಒಳಗಿನ xyxy=(706,986,852,1010)
issue-date: Date:16-03-2025 Sunday xyxy=(392,10,558,24)
column-divider xyxy=(697,985,699,1515)
